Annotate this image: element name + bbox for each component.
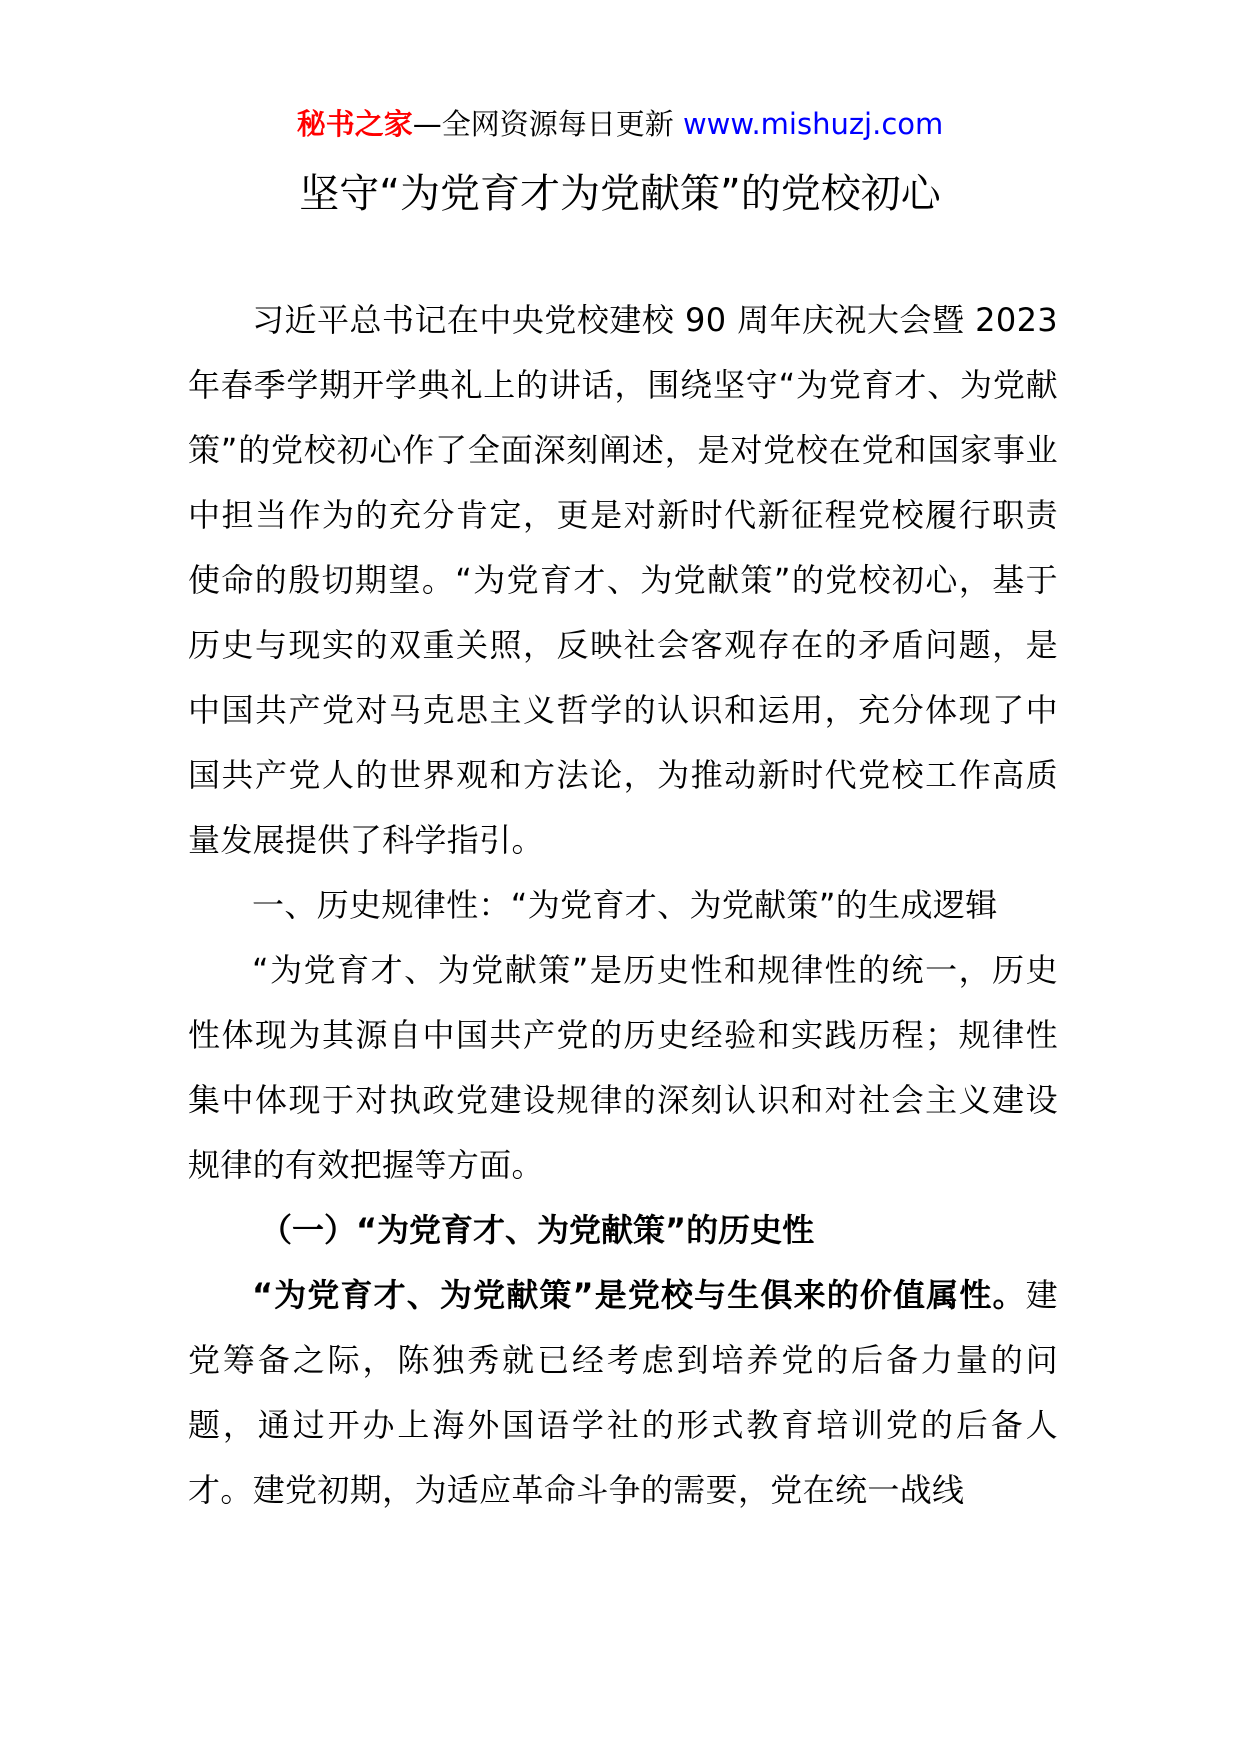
- site-url-link[interactable]: www.mishuzj.com: [682, 107, 944, 141]
- header-tagline: —全网资源每日更新: [412, 107, 683, 141]
- section-body-paragraph: “为党育才、为党献策”是历史性和规律性的统一，历史性体现为其源自中国共产党的历史经验和实践历程；规律性集中体现于对执政党建设规律的深刻认识和对社会主义建设规律的有效把握等方面。: [188, 951, 1058, 1184]
- site-header: [0, 102, 1240, 146]
- subsection-paragraph: [188, 1263, 1058, 1523]
- subsection-body-text: 建党筹备之际，陈独秀就已经考虑到培养党的后备力量的问题，通过开办上海外国语学社的形式教育培训党的后备人才。建党初期，为适应革命斗争的需要，党在统一战线: [188, 1276, 1058, 1509]
- section-heading: 一、历史规律性：“为党育才、为党献策”的生成逻辑: [252, 886, 998, 924]
- document-body: [188, 288, 1058, 1523]
- brand-name: 秘书之家: [296, 107, 413, 141]
- subsection-heading: （一）“为党育才、为党献策”的历史性: [260, 1211, 815, 1249]
- intro-paragraph: 习近平总书记在中央党校建校 90 周年庆祝大会暨 2023 年春季学期开学典礼上的讲话，围绕坚守“为党育才、为党献策”的党校初心作了全面深刻阐述，是对党校在党和国家事业中担当作为的充分肯定，更是对新时代新征程党校履行职责使命的殷切期望。“为党育才、为党献策”的党校初心，基于历史与现实的双重关照，反映社会客观存在的矛盾问题，是中国共产党对马克思主义哲学的认识和运用，充分体现了中国共产党人的世界观和方法论，为推动新时代党校工作高质量发展提供了科学指引。: [188, 301, 1058, 859]
- subsection-lead-sentence: “为党育才、为党献策”是党校与生俱来的价值属性。: [252, 1276, 1026, 1314]
- document-title: 坚守“为党育才为党献策”的党校初心: [299, 171, 941, 217]
